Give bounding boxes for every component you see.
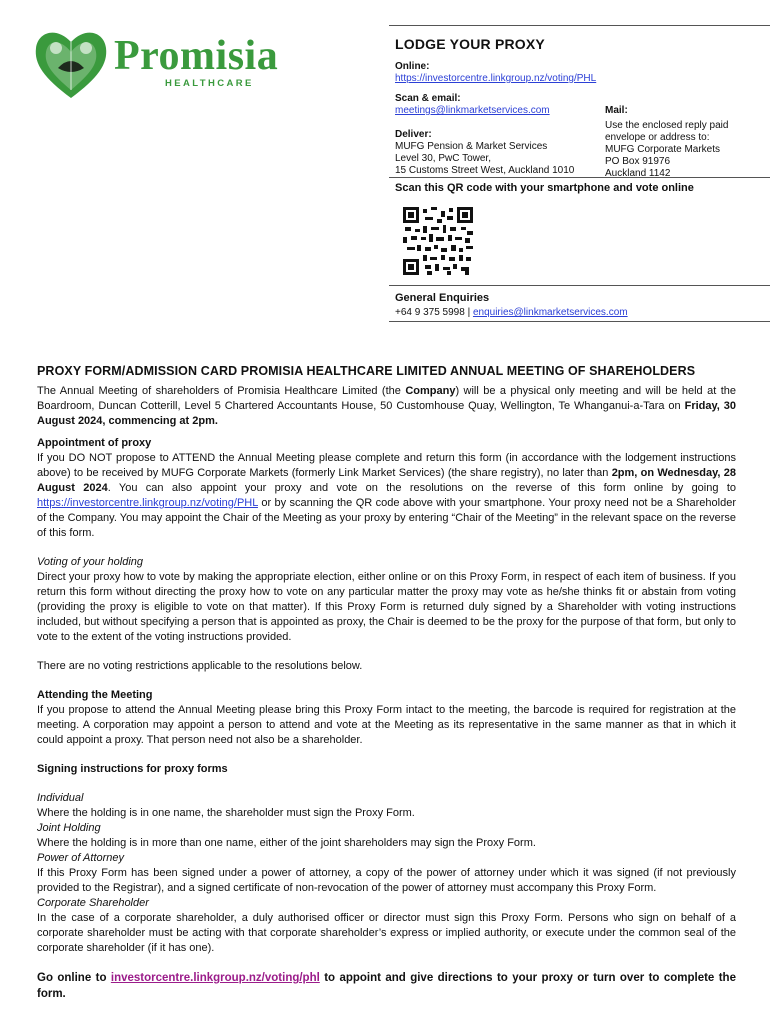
meeting-date: Friday, 30 August 2024, commencing at 2pm.	[37, 400, 736, 427]
corporate-text: In the case of a corporate shareholder, a duly authorised officer or director must sign this Proxy Form. Persons who sign on behalf of a corporate shareholder must be acting with that corporate shareholder’s express or implied authority, or execute under the common seal of the corporate shareholder (if it has one).	[37, 912, 736, 954]
mail-line: Use the enclosed reply paid	[605, 120, 729, 131]
appointment-text: If you DO NOT propose to ATTEND the Annual Meeting please complete and return this form (in accordance with the lodgement instructions above) to be received by MUFG Corporate Markets (formerly Link Market Services) (the share registry), no later than	[37, 452, 736, 479]
mail-line: PO Box 91976	[605, 156, 671, 167]
proxy-deadline: 2pm, on Wednesday, 28 August 2024	[37, 467, 736, 494]
promisia-logo	[34, 24, 296, 102]
online-label: Online:	[395, 61, 430, 72]
form-title: PROXY FORM/ADMISSION CARD PROMISIA HEALTHCARE LIMITED ANNUAL MEETING OF SHAREHOLDERS	[37, 364, 696, 378]
attending-heading: Attending the Meeting	[37, 689, 153, 701]
deliver-label: Deliver:	[395, 129, 432, 140]
heart-leaf-icon	[34, 24, 108, 102]
intro-text: The Annual Meeting of shareholders of Promisia Healthcare Limited (the	[37, 385, 406, 397]
appointment-paragraph	[37, 451, 736, 541]
mail-line: MUFG Corporate Markets	[605, 144, 721, 155]
enquiries-email-link[interactable]: enquiries@linkmarketservices.com	[472, 307, 628, 318]
logo-wordmark: Promisia	[114, 33, 279, 79]
qr-rule-top	[389, 177, 770, 178]
mail-line: envelope or address to:	[605, 132, 710, 143]
general-enquiries-label: General Enquiries	[395, 292, 490, 304]
logo-subtitle: HEALTHCARE	[165, 78, 254, 89]
mail-label: Mail:	[605, 105, 628, 116]
corporate-heading: Corporate Shareholder	[37, 897, 149, 909]
deliver-line: 15 Customs Street West, Auckland 1010	[395, 165, 575, 176]
individual-heading: Individual	[37, 792, 84, 804]
appointment-text-3: or by scanning the QR code above with your smartphone. Your proxy need not be a Shareholder of the Company. You may appoint the Chair of the Meeting as your proxy by entering “Chair of the Meeting” in the relevant space on the reverse of this form.	[37, 497, 736, 539]
online-voting-link[interactable]: https://investorcentre.linkgroup.nz/voting/PHL	[395, 73, 597, 84]
deliver-line: Level 30, PwC Tower,	[395, 153, 491, 164]
top-rule	[389, 25, 770, 26]
phone-number: +64 9 375 5998 |	[395, 307, 473, 318]
appointment-voting-link[interactable]: https://investorcentre.linkgroup.nz/voting/PHL	[37, 497, 258, 509]
lodge-title: LODGE YOUR PROXY	[395, 36, 545, 52]
qr-code-icon[interactable]	[403, 207, 473, 275]
online-block	[395, 61, 596, 85]
go-online-text-2: to appoint and give directions to your proxy or turn over to complete the form.	[37, 972, 736, 1000]
go-online-text: Go online to	[37, 972, 111, 984]
attending-paragraph: If you propose to attend the Annual Meeting please bring this Proxy Form intact to the meeting, the barcode is required for registration at the meeting. A corporation may appoint a person to attend and vote at the Meeting as its representative in the same manner as that in which it could appoint a proxy. That person need not also be a shareholder.	[37, 704, 736, 746]
joint-heading: Joint Holding	[37, 822, 101, 834]
voting-paragraph: Direct your proxy how to vote by making the appropriate election, either online or on this Proxy Form, in respect of each item of business. If you return this form without directing the proxy how to vote on any particular matter the proxy may vote as he/she thinks fit or abstain from voting (providing the proxy is eligible to vote on that matter). If this Proxy Form is returned duly signed by a Shareholder with voting instructions included, but without specifying a person that is appointed as proxy, the Chair is deemed to be the proxy for the purpose of that form, but only to vote to the extent of the voting instructions provided.	[37, 571, 736, 643]
proxy-form-body	[37, 364, 736, 1002]
restrictions-note: There are no voting restrictions applicable to the resolutions below.	[37, 660, 363, 672]
poa-text: If this Proxy Form has been signed under a power of attorney, a copy of the power of attorney under which it was signed (if not previously provided to the Registrar), and a signed certificate of non-revocation of the power of attorney must accompany this Proxy Form.	[37, 867, 736, 894]
general-enquiries-block	[395, 291, 628, 319]
individual-text: Where the holding is in one name, the shareholder must sign the Proxy Form.	[37, 807, 415, 819]
meetings-email-link[interactable]: meetings@linkmarketservices.com	[395, 105, 550, 116]
deliver-line: MUFG Pension & Market Services	[395, 141, 548, 152]
intro-venue: ) will be a physical only meeting and will be held at the Boardroom, Duncan Cotterill, Level 5 Chartered Accountants House, 50 Customhouse Quay, Wellington, Te Whanganui-a-Tara on	[37, 385, 736, 412]
scan-email-block	[395, 93, 550, 117]
joint-text: Where the holding is in more than one name, either of the joint shareholders may sign the Proxy Form.	[37, 837, 536, 849]
mail-block	[605, 105, 728, 180]
panel-rule-bottom	[389, 321, 770, 322]
company-term: Company	[405, 385, 456, 397]
lodge-proxy-panel	[389, 25, 770, 325]
go-online-link[interactable]: investorcentre.linkgroup.nz/voting/phl	[110, 972, 320, 984]
qr-heading: Scan this QR code with your smartphone and vote online	[395, 182, 694, 194]
mail-line: Auckland 1142	[605, 168, 671, 179]
go-online-note	[37, 970, 736, 1002]
voting-heading: Voting of your holding	[37, 556, 143, 568]
poa-heading: Power of Attorney	[37, 852, 125, 864]
scan-email-label: Scan & email:	[395, 93, 461, 104]
appointment-text-2: . You can also appoint your proxy and vote on the resolutions on the reverse of this form online by going to	[107, 482, 736, 494]
signing-heading: Signing instructions for proxy forms	[37, 763, 228, 775]
qr-rule-bottom	[389, 285, 770, 286]
appointment-heading: Appointment of proxy	[37, 437, 152, 449]
deliver-block	[395, 129, 574, 177]
intro-paragraph	[37, 384, 736, 429]
